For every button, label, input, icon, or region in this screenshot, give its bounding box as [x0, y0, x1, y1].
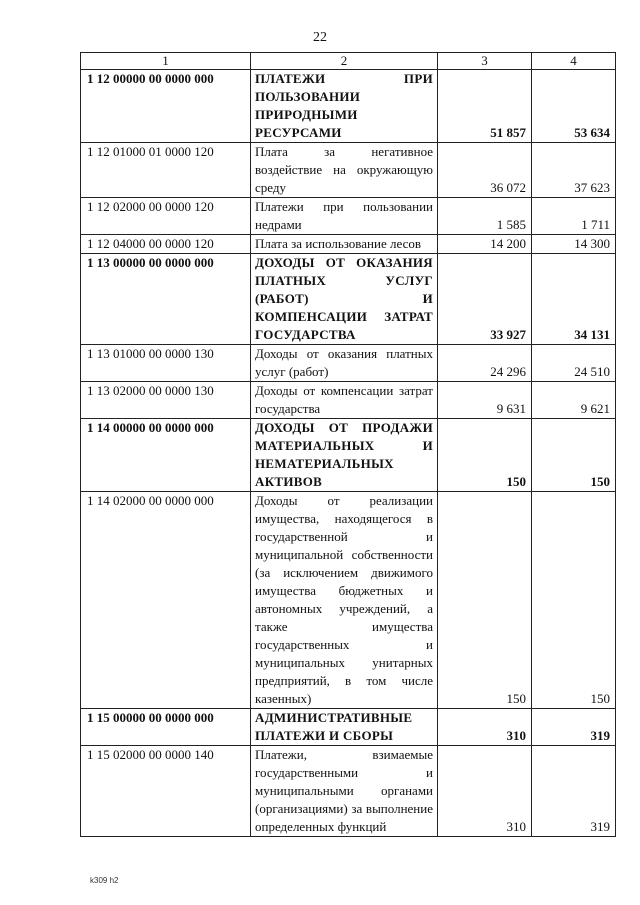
- name-cell: АДМИНИСТРАТИВНЫЕ ПЛАТЕЖИ И СБОРЫ: [251, 709, 438, 746]
- column-header-3: 3: [438, 53, 532, 70]
- value-cell-col4: 150: [532, 419, 616, 492]
- code-cell: 1 13 00000 00 0000 000: [81, 254, 251, 345]
- name-cell: Платежи при пользовании недрами: [251, 198, 438, 235]
- value-cell-col4: 14 300: [532, 235, 616, 254]
- table-row: [81, 382, 616, 419]
- value-cell-col3: 150: [438, 419, 532, 492]
- name-cell: Доходы от компенсации затрат государства: [251, 382, 438, 419]
- table-row: [81, 345, 616, 382]
- table-row: [81, 198, 616, 235]
- code-cell: 1 14 02000 00 0000 000: [81, 492, 251, 709]
- table-header-row: [81, 53, 616, 70]
- name-cell: Плата за использование лесов: [251, 235, 438, 254]
- name-cell: ПЛАТЕЖИ ПРИ ПОЛЬЗОВАНИИ ПРИРОДНЫМИ РЕСУРСАМИ: [251, 70, 438, 143]
- column-header-1: 1: [81, 53, 251, 70]
- name-cell: Платежи, взимаемые государственными и муниципальными органами (организациями) за выполнение определенных функций: [251, 746, 438, 837]
- code-cell: 1 14 00000 00 0000 000: [81, 419, 251, 492]
- value-cell-col3: 24 296: [438, 345, 532, 382]
- table-row: [81, 492, 616, 709]
- value-cell-col3: 14 200: [438, 235, 532, 254]
- value-cell-col4: 319: [532, 709, 616, 746]
- budget-revenue-table: [80, 52, 616, 837]
- value-cell-col4: 319: [532, 746, 616, 837]
- code-cell: 1 12 00000 00 0000 000: [81, 70, 251, 143]
- page-number: 22: [313, 30, 327, 45]
- value-cell-col4: 53 634: [532, 70, 616, 143]
- table-row: [81, 143, 616, 198]
- column-header-2: 2: [251, 53, 438, 70]
- value-cell-col3: 1 585: [438, 198, 532, 235]
- value-cell-col3: 310: [438, 709, 532, 746]
- value-cell-col3: 150: [438, 492, 532, 709]
- table-row: [81, 746, 616, 837]
- code-cell: 1 13 01000 00 0000 130: [81, 345, 251, 382]
- name-cell: ДОХОДЫ ОТ ОКАЗАНИЯ ПЛАТНЫХ УСЛУГ (РАБОТ) И КОМПЕНСАЦИИ ЗАТРАТ ГОСУДАРСТВА: [251, 254, 438, 345]
- value-cell-col4: 37 623: [532, 143, 616, 198]
- code-cell: 1 12 01000 01 0000 120: [81, 143, 251, 198]
- value-cell-col3: 51 857: [438, 70, 532, 143]
- table-row: [81, 70, 616, 143]
- value-cell-col4: 150: [532, 492, 616, 709]
- code-cell: 1 12 04000 00 0000 120: [81, 235, 251, 254]
- table-row: [81, 235, 616, 254]
- value-cell-col3: 36 072: [438, 143, 532, 198]
- name-cell: Доходы от оказания платных услуг (работ): [251, 345, 438, 382]
- table-body: [81, 70, 616, 837]
- name-cell: ДОХОДЫ ОТ ПРОДАЖИ МАТЕРИАЛЬНЫХ И НЕМАТЕРИАЛЬНЫХ АКТИВОВ: [251, 419, 438, 492]
- code-cell: 1 15 02000 00 0000 140: [81, 746, 251, 837]
- value-cell-col3: 9 631: [438, 382, 532, 419]
- value-cell-col4: 34 131: [532, 254, 616, 345]
- value-cell-col3: 310: [438, 746, 532, 837]
- column-header-4: 4: [532, 53, 616, 70]
- code-cell: 1 12 02000 00 0000 120: [81, 198, 251, 235]
- name-cell: Плата за негативное воздействие на окружающую среду: [251, 143, 438, 198]
- table-row: [81, 419, 616, 492]
- value-cell-col3: 33 927: [438, 254, 532, 345]
- code-cell: 1 15 00000 00 0000 000: [81, 709, 251, 746]
- value-cell-col4: 24 510: [532, 345, 616, 382]
- code-cell: 1 13 02000 00 0000 130: [81, 382, 251, 419]
- footer-code: k309 h2: [90, 876, 119, 885]
- name-cell: Доходы от реализации имущества, находящегося в государственной и муниципальной собственности (за исключением движимого имущества бюджетных и автономных учреждений, а также имущества государственных и муниципальных унитарных предприятий, в том числе казенных): [251, 492, 438, 709]
- value-cell-col4: 9 621: [532, 382, 616, 419]
- table-row: [81, 254, 616, 345]
- table-row: [81, 709, 616, 746]
- value-cell-col4: 1 711: [532, 198, 616, 235]
